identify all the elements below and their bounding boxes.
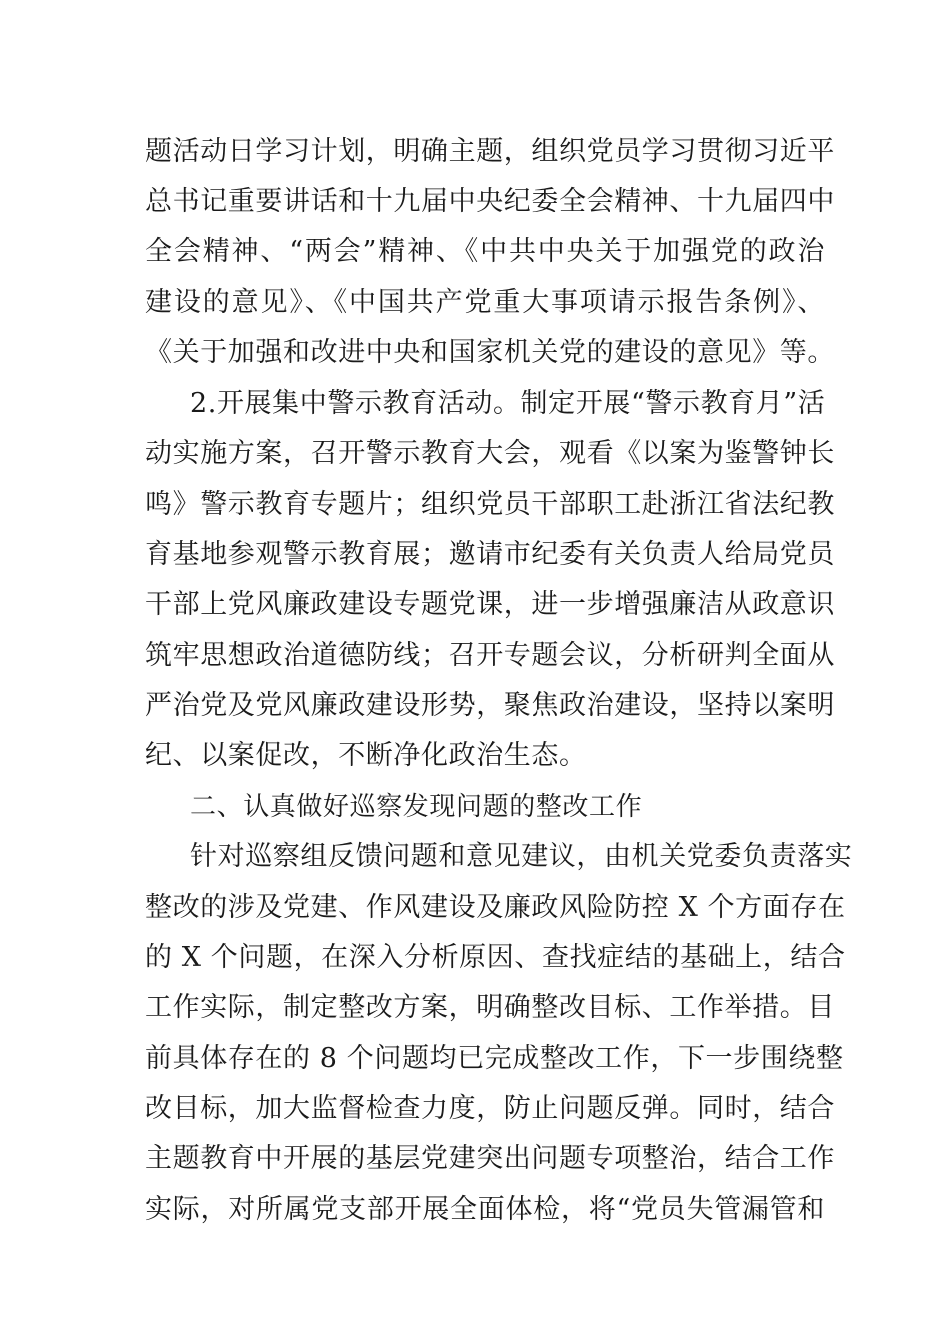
paragraph-line: 全会精神、“两会”精神、《中共中央关于加强党的政治 [145, 236, 825, 267]
paragraph-line: 实际，对所属党支部开展全面体检，将“党员失管漏管和 [145, 1194, 825, 1225]
paragraph-line: 工作实际，制定整改方案，明确整改目标、工作举措。目 [145, 992, 835, 1023]
paragraph-line: 改目标，加大监督检查力度，防止问题反弹。同时，结合 [145, 1093, 835, 1124]
paragraph-line: 严治党及党风廉政建设形势，聚焦政治建设，坚持以案明 [145, 690, 835, 721]
paragraph-line: 筑牢思想政治道德防线；召开专题会议，分析研判全面从 [145, 640, 835, 671]
paragraph-line: 主题教育中开展的基层党建突出问题专项整治，结合工作 [145, 1143, 835, 1174]
paragraph-line: 前具体存在的 8 个问题均已完成整改工作，下一步围绕整 [145, 1043, 844, 1074]
paragraph-line: 总书记重要讲话和十九届中央纪委全会精神、十九届四中 [145, 186, 835, 217]
paragraph-line: 动实施方案，召开警示教育大会，观看《以案为鉴警钟长 [145, 438, 835, 469]
paragraph-line: 育基地参观警示教育展；邀请市纪委有关负责人给局党员 [145, 539, 835, 570]
heading-warning-education: 2.开展集中警示教育活动。制定开展“警示教育月”活 [190, 388, 826, 419]
paragraph-line: 《关于加强和改进中央和国家机关党的建设的意见》等。 [145, 337, 835, 368]
paragraph-line: 的 X 个问题，在深入分析原因、查找症结的基础上，结合 [145, 942, 846, 973]
paragraph-line: 整改的涉及党建、作风建设及廉政风险防控 X 个方面存在 [145, 892, 846, 923]
paragraph-line: 鸣》警示教育专题片；组织党员干部职工赴浙江省法纪教 [145, 489, 835, 520]
section-heading-inspection-rectification: 二、认真做好巡察发现问题的整改工作 [190, 792, 643, 822]
paragraph-line: 建设的意见》、《中国共产党重大事项请示报告条例》、 [145, 287, 825, 318]
paragraph-line: 干部上党风廉政建设专题党课，进一步增强廉洁从政意识 [145, 589, 835, 620]
paragraph-line: 题活动日学习计划，明确主题，组织党员学习贯彻习近平 [145, 136, 835, 167]
paragraph-line: 纪、以案促改，不断净化政治生态。 [145, 740, 587, 771]
paragraph-line: 针对巡察组反馈问题和意见建议，由机关党委负责落实 [190, 841, 853, 872]
